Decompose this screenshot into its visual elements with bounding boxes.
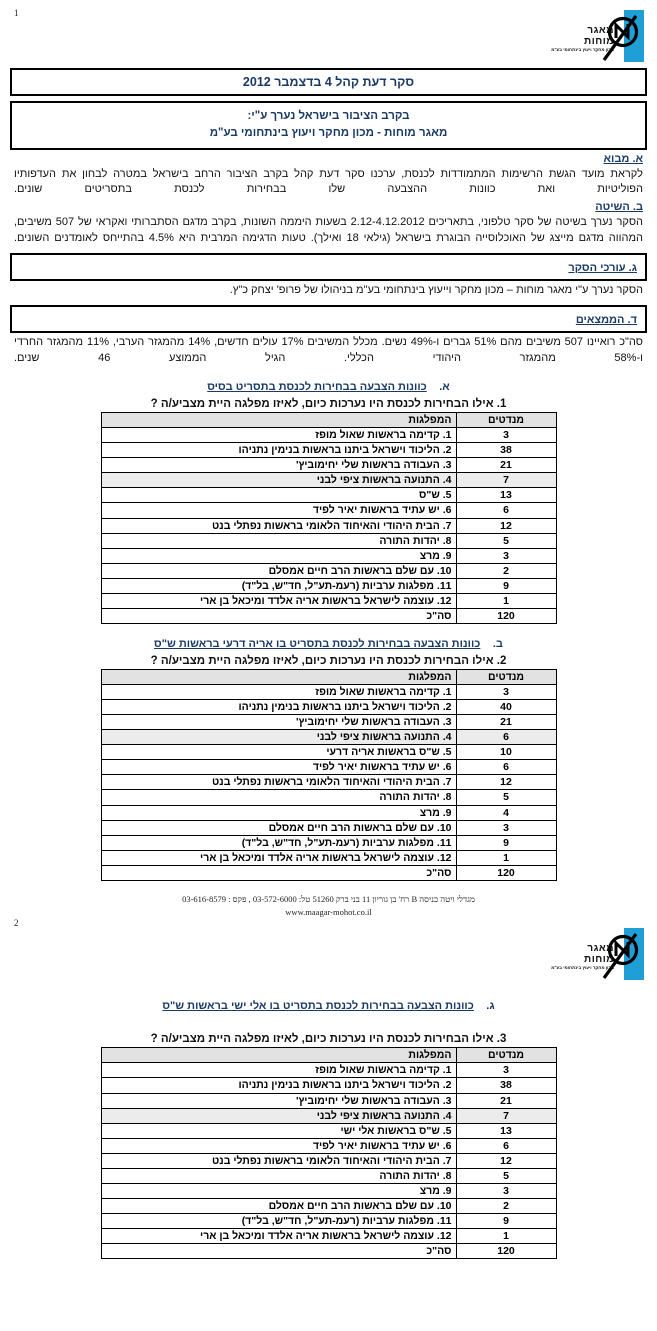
- column-header-party: המפלגות: [101, 669, 456, 684]
- cell-seats: 6: [456, 730, 556, 745]
- cell-party: 2. הליכוד וישראל ביתנו בראשות בנימין נתניהו: [101, 443, 456, 458]
- cell-seats: 7: [456, 1108, 556, 1123]
- cell-seats: 21: [456, 715, 556, 730]
- cell-party: 11. מפלגות ערביות (רעמ-תע"ל, חד"ש, בל"ד): [101, 835, 456, 850]
- table-total-row: [101, 608, 556, 623]
- scenario-a-title: כוונות הצבעה בבחירות לכנסת בתסריט בסיס: [207, 381, 427, 394]
- table-row: [101, 715, 556, 730]
- cell-seats: 4: [456, 805, 556, 820]
- logo-line-2: מוחות: [584, 35, 614, 47]
- logo-wordmark: [551, 944, 614, 971]
- scenario-a-table: [101, 412, 557, 624]
- cell-seats: 3: [456, 428, 556, 443]
- cell-seats: 12: [456, 1153, 556, 1168]
- cell-party: 7. הבית היהודי והאיחוד הלאומי בראשות נפתלי בנט: [101, 1153, 456, 1168]
- table-row: [101, 685, 556, 700]
- table-row: [101, 1183, 556, 1198]
- cell-party: 2. הליכוד וישראל ביתנו בראשות בנימין נתניהו: [101, 700, 456, 715]
- table-row: [101, 443, 556, 458]
- scenario-c-table: [101, 1047, 557, 1259]
- cell-seats: 9: [456, 578, 556, 593]
- section-findings-heading: ד. הממצאים: [575, 314, 637, 327]
- table-row: [101, 518, 556, 533]
- table-row: [101, 700, 556, 715]
- scenario-a-question: 1. אילו הבחירות לכנסת היו נערכות כיום, לאיזו מפלגה היית מצביע/ה ?: [150, 398, 507, 411]
- scenario-b-question: 2. אילו הבחירות לכנסת היו נערכות כיום, לאיזו מפלגה היית מצביע/ה ?: [150, 654, 507, 667]
- section-editors-heading-box: [10, 253, 647, 281]
- cell-seats: 38: [456, 443, 556, 458]
- cell-total-seats: 120: [456, 865, 556, 880]
- cell-party: 1. קדימה בראשות שאול מופז: [101, 685, 456, 700]
- cell-total-seats: 120: [456, 1244, 556, 1259]
- cell-seats: 2: [456, 563, 556, 578]
- logo-wordmark: [551, 26, 614, 53]
- table-row: [101, 1063, 556, 1078]
- cell-seats: 5: [456, 1168, 556, 1183]
- maagar-mohot-logo: [540, 928, 652, 986]
- cell-party: 12. עוצמה לישראל בראשות אריה אלדד ומיכאל בן ארי: [101, 1229, 456, 1244]
- cell-party: 3. העבודה בראשות שלי יחימוביץ': [101, 458, 456, 473]
- table-row: [101, 578, 556, 593]
- cell-party: 2. הליכוד וישראל ביתנו בראשות בנימין נתניהו: [101, 1078, 456, 1093]
- cell-party: 9. מרצ: [101, 548, 456, 563]
- cell-seats: 1: [456, 850, 556, 865]
- cell-party: 8. יהדות התורה: [101, 1168, 456, 1183]
- document-page-2: [0, 918, 657, 1259]
- survey-subtitle-box: [10, 101, 647, 150]
- cell-seats: 1: [456, 1229, 556, 1244]
- cell-seats: 40: [456, 700, 556, 715]
- cell-party: 4. התנועה בראשות ציפי לבני: [101, 473, 456, 488]
- cell-seats: 3: [456, 1063, 556, 1078]
- table-row: [101, 548, 556, 563]
- table-row: [101, 563, 556, 578]
- table-row: [101, 1108, 556, 1123]
- section-intro-heading: א. מבוא: [603, 152, 643, 165]
- table-row: [101, 428, 556, 443]
- table-row: [101, 1078, 556, 1093]
- page-footer: [0, 893, 657, 919]
- table-row: [101, 503, 556, 518]
- scenario-b-table-body: [101, 685, 556, 881]
- cell-party: 11. מפלגות ערביות (רעמ-תע"ל, חד"ש, בל"ד): [101, 1214, 456, 1229]
- table-header-row: [101, 669, 556, 684]
- table-total-row: [101, 865, 556, 880]
- cell-seats: 12: [456, 518, 556, 533]
- cell-party: 1. קדימה בראשות שאול מופז: [101, 428, 456, 443]
- page-number-2: 2: [14, 918, 19, 929]
- survey-title-box: [10, 68, 647, 96]
- table-row: [101, 1168, 556, 1183]
- logo-line-1: מאגר: [587, 25, 614, 36]
- table-row: [101, 1153, 556, 1168]
- cell-party: 5. ש"ס בראשות אלי ישי: [101, 1123, 456, 1138]
- cell-seats: 9: [456, 1214, 556, 1229]
- cell-party: 7. הבית היהודי והאיחוד הלאומי בראשות נפתלי בנט: [101, 518, 456, 533]
- scenario-a-heading: [0, 377, 657, 395]
- column-header-party: המפלגות: [101, 1048, 456, 1063]
- cell-party: 8. יהדות התורה: [101, 533, 456, 548]
- cell-party: 4. התנועה בראשות ציפי לבני: [101, 1108, 456, 1123]
- cell-party: 10. עם שלם בראשות הרב חיים אמסלם: [101, 820, 456, 835]
- cell-party: 7. הבית היהודי והאיחוד הלאומי בראשות נפתלי בנט: [101, 775, 456, 790]
- table-row: [101, 850, 556, 865]
- cell-party: 12. עוצמה לישראל בראשות אריה אלדד ומיכאל בן ארי: [101, 850, 456, 865]
- company-logo-header: [534, 0, 657, 68]
- table-row: [101, 1138, 556, 1153]
- section-method-text: הסקר נערך בשיטה של סקר טלפוני, בתאריכים 2.12-4.12.2012 בשעות היממה השונות, בקרב מדגם הסתברותי ואקראי של 507 משיבים, המהווה מדגם מייצג של האוכלוסייה הבוגרת בישראל (גילאי 18 ואילך). טעות הדגימה המרבית היא 4.5% בהתייחס לאומדנים השונים.: [14, 216, 644, 245]
- cell-party: 9. מרצ: [101, 805, 456, 820]
- cell-seats: 6: [456, 760, 556, 775]
- cell-party: 6. יש עתיד בראשות יאיר לפיד: [101, 503, 456, 518]
- cell-party: 12. עוצמה לישראל בראשות אריה אלדד ומיכאל בן ארי: [101, 593, 456, 608]
- section-findings-heading-box: [10, 305, 647, 333]
- cell-party: 1. קדימה בראשות שאול מופז: [101, 1063, 456, 1078]
- table-row: [101, 488, 556, 503]
- cell-party: 3. העבודה בראשות שלי יחימוביץ': [101, 715, 456, 730]
- cell-seats: 9: [456, 835, 556, 850]
- cell-party: 11. מפלגות ערביות (רעמ-תע"ל, חד"ש, בל"ד): [101, 578, 456, 593]
- survey-subtitle-line-2: מאגר מוחות - מכון מחקר ויעוץ בינתחומי בע"מ: [209, 127, 448, 140]
- scenario-b-table: [101, 669, 557, 881]
- table-row: [101, 533, 556, 548]
- cell-seats: 7: [456, 473, 556, 488]
- scenario-c-question: 3. אילו הבחירות לכנסת היו נערכות כיום, לאיזו מפלגה היית מצביע/ה ?: [150, 1033, 507, 1046]
- table-row: [101, 745, 556, 760]
- scenario-c-table-body: [101, 1063, 556, 1259]
- logo-line-3: מכון מחקר ויעוץ בינתחומי בע"מ: [551, 47, 614, 52]
- cell-party: 4. התנועה בראשות ציפי לבני: [101, 730, 456, 745]
- cell-seats: 21: [456, 1093, 556, 1108]
- footer-address: מגדלי ויטה כניסה B רח' בן גוריון 11 בני ברק 51260 טל: 03-572-6000 , פקס : 03-616-8579: [182, 893, 475, 904]
- scenario-c-heading: [0, 996, 657, 1014]
- cell-party: 10. עם שלם בראשות הרב חיים אמסלם: [101, 563, 456, 578]
- table-row: [101, 1214, 556, 1229]
- cell-seats: 10: [456, 745, 556, 760]
- logo-line-3: מכון מחקר ויעוץ בינתחומי בע"מ: [551, 965, 614, 971]
- cell-party: 5. ש"ס: [101, 488, 456, 503]
- table-row: [101, 1198, 556, 1213]
- footer-website[interactable]: www.maagar-mohot.co.il: [285, 906, 372, 917]
- cell-seats: 2: [456, 1198, 556, 1213]
- cell-party: 5. ש"ס בראשות אריה דרעי: [101, 745, 456, 760]
- section-editors-heading: ג. עורכי הסקר: [568, 262, 637, 275]
- cell-total-seats: 120: [456, 608, 556, 623]
- cell-seats: 12: [456, 775, 556, 790]
- scenario-b-heading: [0, 634, 657, 652]
- column-header-seats: מנדטים: [456, 413, 556, 428]
- page-number-1: 1: [14, 8, 19, 18]
- column-header-party: המפלגות: [101, 413, 456, 428]
- logo-line-2: מוחות: [584, 953, 614, 965]
- scenario-b-letter: ב.: [492, 637, 503, 650]
- spacer: [0, 1017, 657, 1031]
- table-row: [101, 473, 556, 488]
- cell-seats: 6: [456, 503, 556, 518]
- section-findings-text: סה"כ רואיינו 507 משיבים מהם 51% גברים ו-49% נשים. מכלל המשיבים 17% עולים חדשים, 14% מהמגזר הערבי, 11% מהמגזר החרדי ו-58% מהמגזר היהודי הכללי. הגיל הממוצע 46 שנים.: [14, 336, 643, 365]
- table-header-row: [101, 413, 556, 428]
- cell-seats: 1: [456, 593, 556, 608]
- cell-seats: 5: [456, 790, 556, 805]
- scenario-c-letter: ג.: [486, 1000, 495, 1013]
- table-total-row: [101, 1244, 556, 1259]
- scenario-a-table-body: [101, 428, 556, 624]
- cell-seats: 5: [456, 533, 556, 548]
- table-row: [101, 1123, 556, 1138]
- cell-seats: 3: [456, 548, 556, 563]
- table-header-row: [101, 1048, 556, 1063]
- column-header-seats: מנדטים: [456, 669, 556, 684]
- cell-total-label: סה"כ: [101, 608, 456, 623]
- cell-seats: 13: [456, 1123, 556, 1138]
- cell-seats: 3: [456, 685, 556, 700]
- table-row: [101, 790, 556, 805]
- table-row: [101, 458, 556, 473]
- table-row: [101, 730, 556, 745]
- table-row: [101, 1229, 556, 1244]
- table-row: [101, 805, 556, 820]
- cell-party: 6. יש עתיד בראשות יאיר לפיד: [101, 760, 456, 775]
- maagar-mohot-logo: [540, 10, 652, 68]
- scenario-b-title: כוונות הצבעה בבחירות לכנסת בתסריט בו אריה דרעי בראשות ש"ס: [154, 637, 481, 650]
- survey-subtitle-line-1: בקרב הציבור בישראל נערך ע"י:: [247, 110, 410, 122]
- table-row: [101, 760, 556, 775]
- cell-seats: 13: [456, 488, 556, 503]
- cell-party: 9. מרצ: [101, 1183, 456, 1198]
- section-intro-text: לקראת מועד הגשת הרשימות המתמודדות לכנסת, ערכנו סקר דעת קהל בקרב הציבור הרחב בישראל במטרה לבחון את העדפותיו הפוליטיות ואת כוונות ההצבעה שלו בבחירות לכנסת בתסריטים שונים.: [14, 167, 643, 196]
- cell-seats: 3: [456, 1183, 556, 1198]
- section-editors-text: הסקר נערך ע"י מאגר מוחות – מכון מחקר וייעוץ בינתחומי בע"מ בניהולו של פרופ' יצחק כ"ץ.: [229, 284, 643, 297]
- cell-seats: 3: [456, 820, 556, 835]
- scenario-c-title: כוונות הצבעה בבחירות לכנסת בתסריט בו אלי ישי בראשות ש"ס: [162, 1000, 474, 1013]
- section-method-heading: ב. השיטה: [595, 201, 643, 214]
- column-header-seats: מנדטים: [456, 1048, 556, 1063]
- cell-seats: 6: [456, 1138, 556, 1153]
- cell-total-label: סה"כ: [101, 865, 456, 880]
- cell-party: 10. עם שלם בראשות הרב חיים אמסלם: [101, 1198, 456, 1213]
- table-row: [101, 835, 556, 850]
- cell-total-label: סה"כ: [101, 1244, 456, 1259]
- logo-line-1: מאגר: [587, 943, 614, 955]
- survey-title: סקר דעת קהל 4 בדצמבר 2012: [242, 75, 415, 89]
- cell-party: 8. יהדות התורה: [101, 790, 456, 805]
- cell-seats: 38: [456, 1078, 556, 1093]
- table-row: [101, 1093, 556, 1108]
- table-row: [101, 593, 556, 608]
- scenario-a-letter: א.: [439, 381, 450, 394]
- table-row: [101, 820, 556, 835]
- cell-seats: 21: [456, 458, 556, 473]
- table-row: [101, 775, 556, 790]
- cell-party: 3. העבודה בראשות שלי יחימוביץ': [101, 1093, 456, 1108]
- company-logo-header-page2: [534, 918, 657, 986]
- cell-party: 6. יש עתיד בראשות יאיר לפיד: [101, 1138, 456, 1153]
